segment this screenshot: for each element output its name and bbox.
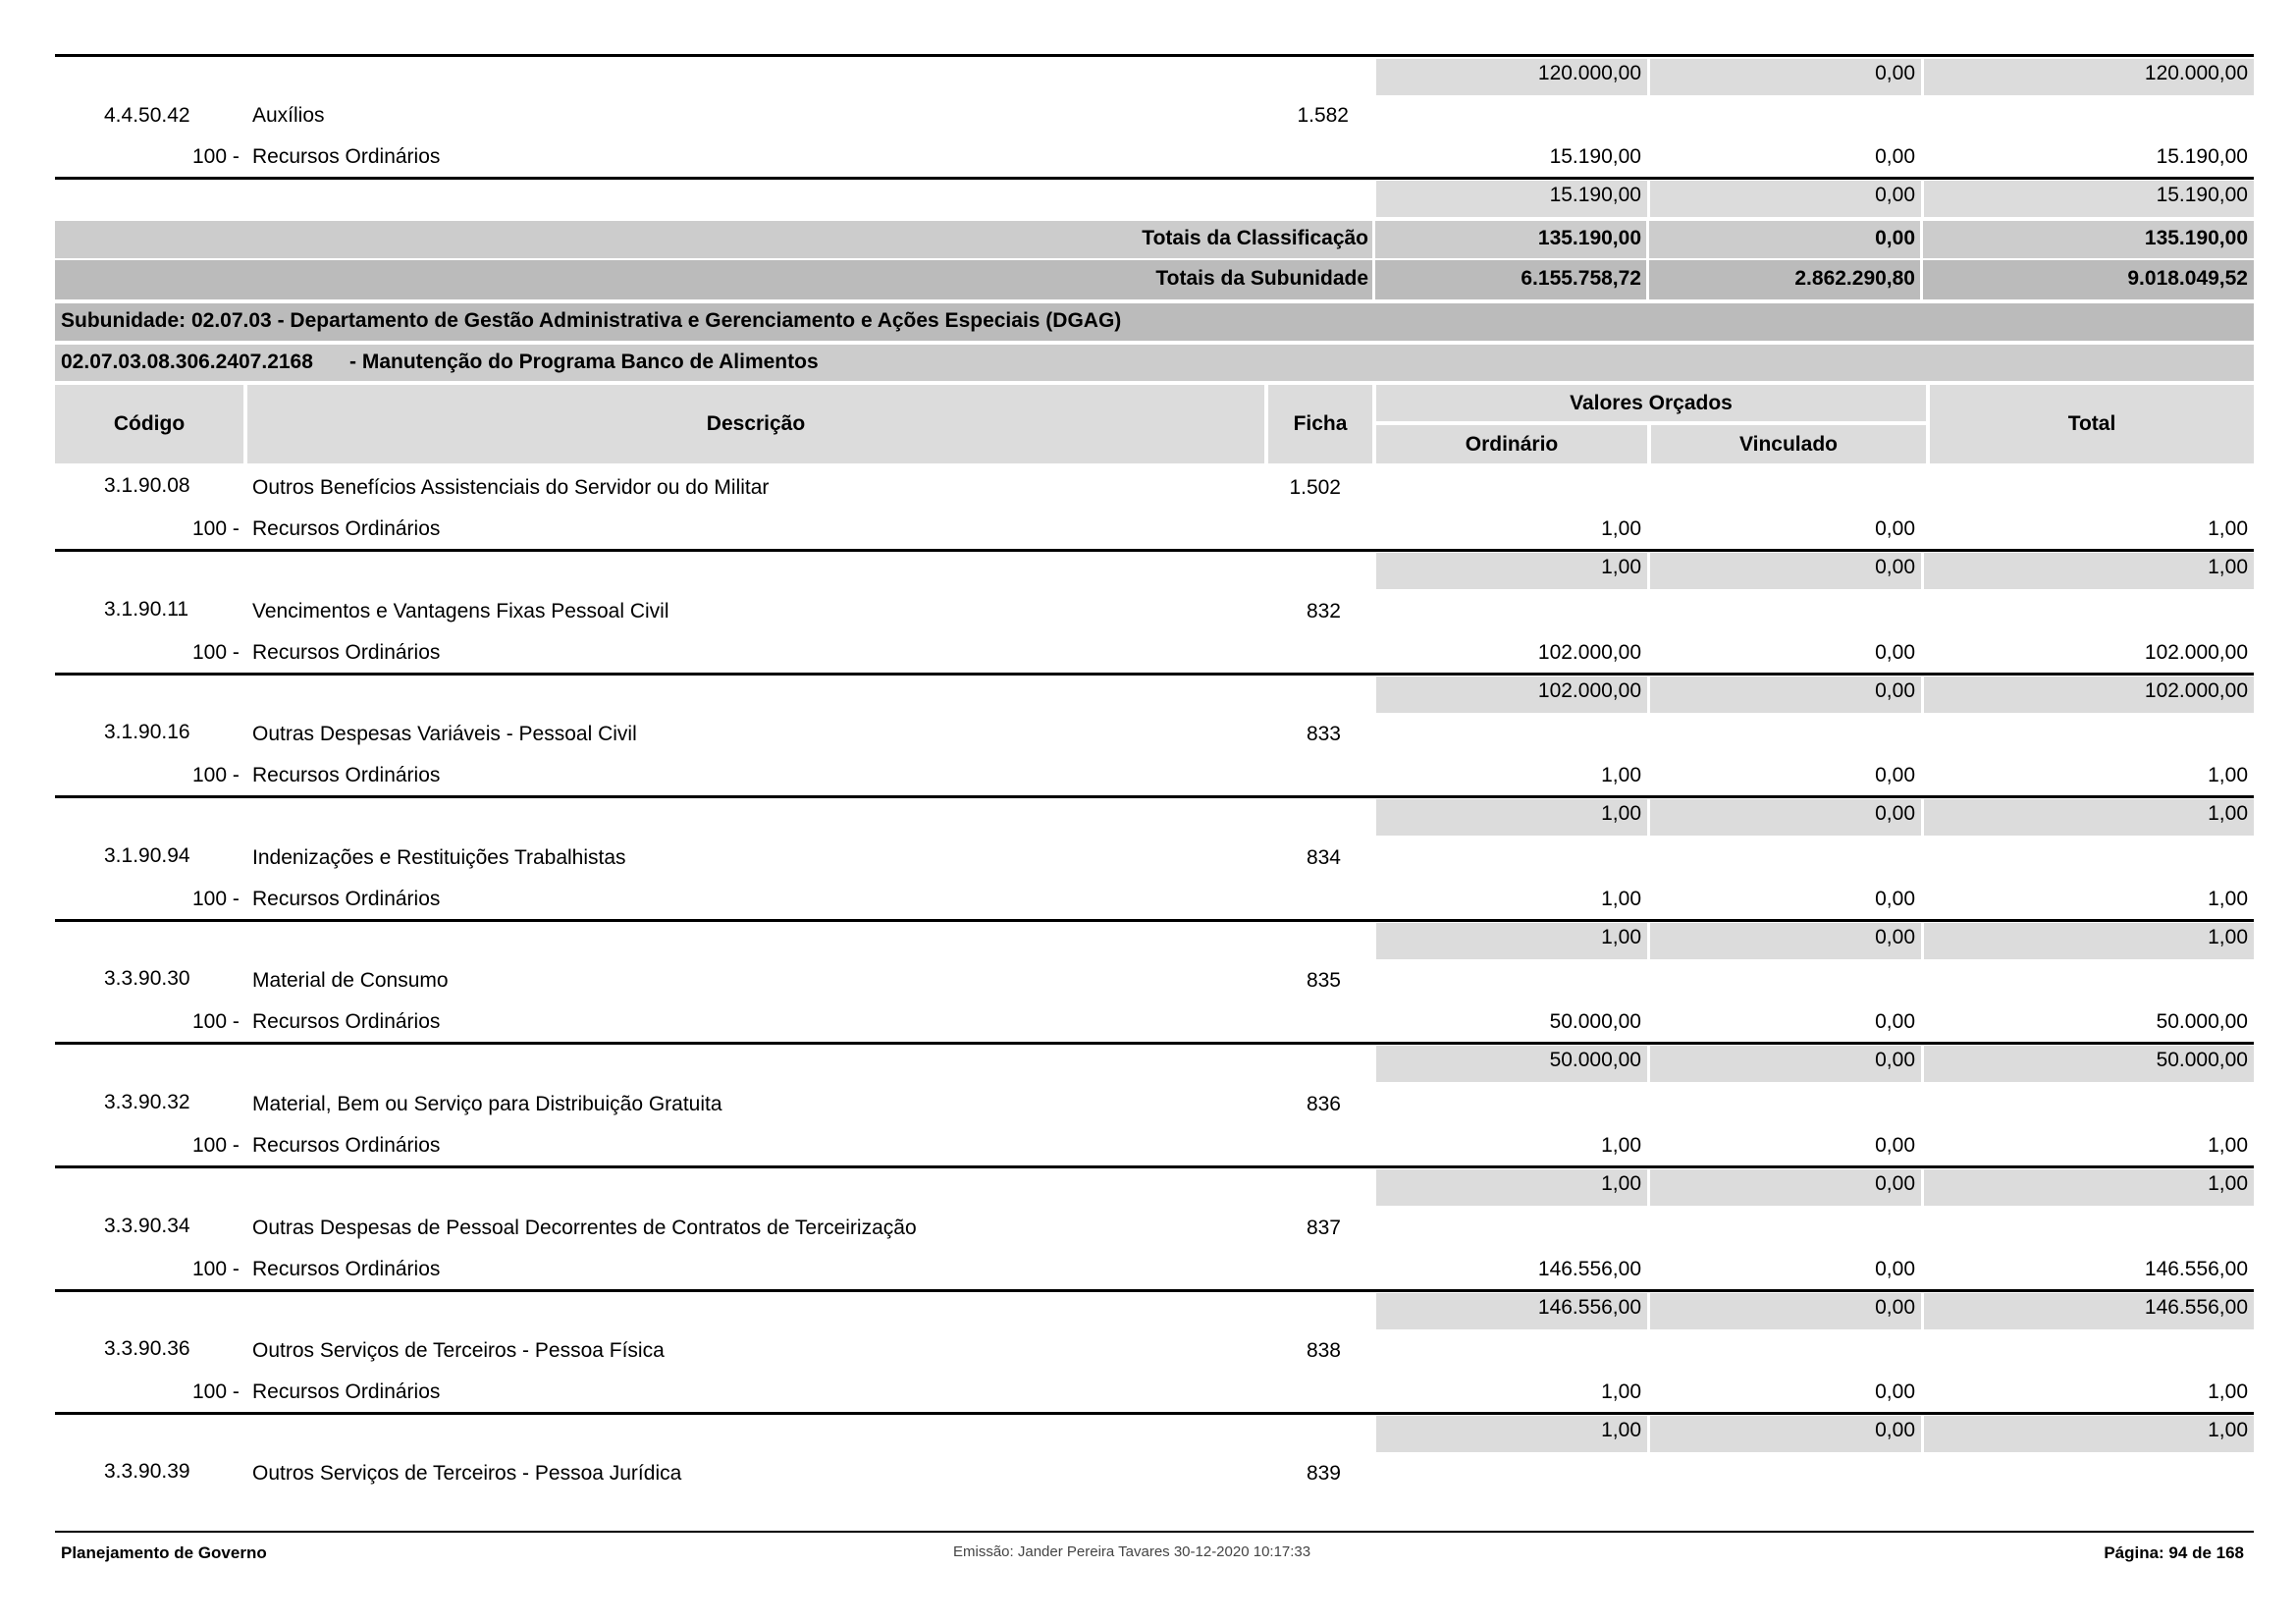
item-rule (55, 549, 2254, 552)
totais-classificacao-total: 135.190,00 (2144, 227, 2248, 249)
fonte-descricao: Recursos Ordinários (252, 640, 441, 664)
fonte-ordinario: 1,00 (1601, 1134, 1641, 1157)
item-ficha: 1.582 (1297, 104, 1349, 127)
fonte-ordinario: 146.556,00 (1537, 1257, 1641, 1280)
item-descricao: Material, Bem ou Serviço para Distribuição Gratuita (252, 1093, 722, 1115)
fonte-vinculado: 0,00 (1875, 517, 1915, 540)
fonte-ordinario: 15.190,00 (1549, 145, 1641, 168)
subtotal-ordinario: 1,00 (1601, 556, 1641, 578)
col-header-ficha: Ficha (1268, 385, 1372, 463)
fonte-descricao: Recursos Ordinários (252, 1134, 441, 1157)
item-ficha: 1.502 (1289, 476, 1341, 499)
last-item-ficha: 839 (1306, 1462, 1341, 1485)
item-rule (55, 1289, 2254, 1292)
item-rule (55, 919, 2254, 922)
item-ficha: 836 (1306, 1093, 1341, 1115)
subtotal-vinculado: 0,00 (1875, 1419, 1915, 1442)
item-ficha: 837 (1306, 1216, 1341, 1239)
item-rule (55, 673, 2254, 676)
fonte-codigo: 100 - (192, 1134, 240, 1157)
subtotal-vinculado: 0,00 (1875, 678, 1915, 702)
carry-total: 120.000,00 (2144, 62, 2248, 84)
item-ficha: 838 (1306, 1339, 1341, 1363)
col-header-vinculado: Vinculado (1651, 425, 1926, 463)
subtotal-ordinario: 50.000,00 (1549, 1049, 1641, 1072)
subtotal-total: 50.000,00 (2156, 1049, 2248, 1072)
subtotal-ordinario: 1,00 (1601, 925, 1641, 948)
fonte-codigo: 100 - (192, 764, 240, 787)
item-descricao: Auxílios (252, 104, 325, 127)
item-codigo: 3.1.90.16 (104, 721, 190, 744)
subtotal-ordinario: 1,00 (1601, 1419, 1641, 1442)
item-descricao: Vencimentos e Vantagens Fixas Pessoal Civil (252, 599, 669, 622)
subtotal-vinculado: 0,00 (1875, 925, 1915, 948)
totais-classificacao-label: Totais da Classificação (1142, 227, 1368, 249)
subtotal-vinculado: 0,00 (1875, 1172, 1915, 1195)
subtotal-ordinario: 1,00 (1601, 1172, 1641, 1195)
fonte-codigo: 100 - (192, 517, 240, 540)
item-descricao: Outros Serviços de Terceiros - Pessoa Física (252, 1339, 665, 1363)
item-descricao: Material de Consumo (252, 969, 449, 993)
subtotal-total: 146.556,00 (2144, 1295, 2248, 1319)
subtotal-total: 1,00 (2208, 556, 2248, 578)
item-codigo: 3.3.90.32 (104, 1091, 190, 1113)
col-header-total: Total (1930, 385, 2254, 463)
carry-ordinario: 120.000,00 (1537, 62, 1641, 84)
subtotal-total: 1,00 (2208, 925, 2248, 948)
subtotal-total: 1,00 (2208, 1419, 2248, 1442)
totais-subunidade-vinculado: 2.862.290,80 (1794, 267, 1915, 290)
subtotal-vinculado: 0,00 (1875, 802, 1915, 826)
programa-descricao: - Manutenção do Programa Banco de Alimentos (349, 351, 819, 373)
item-codigo: 3.3.90.36 (104, 1337, 190, 1361)
item-descricao: Outras Despesas de Pessoal Decorrentes de Contratos de Terceirização (252, 1216, 917, 1239)
item-descricao: Indenizações e Restituições Trabalhistas (252, 845, 626, 869)
footer-emissao: Emissão: Jander Pereira Tavares 30-12-2020 10:17:33 (953, 1543, 1311, 1560)
col-header-codigo: Código (55, 385, 243, 463)
fonte-descricao: Recursos Ordinários (252, 1380, 441, 1404)
fonte-total: 1,00 (2208, 887, 2248, 910)
subtotal-ordinario: 146.556,00 (1537, 1295, 1641, 1319)
fonte-descricao: Recursos Ordinários (252, 764, 441, 787)
fonte-total: 1,00 (2208, 764, 2248, 787)
subtotal-ordinario: 15.190,00 (1549, 184, 1641, 206)
fonte-ordinario: 1,00 (1601, 887, 1641, 910)
fonte-codigo: 100 - (192, 1257, 240, 1280)
item-rule (55, 1165, 2254, 1168)
subtotal-total: 1,00 (2208, 1172, 2248, 1195)
subunidade-label: Subunidade: 02.07.03 - Departamento de Gestão Administrativa e Gerenciamento e Ações Especiais (DGAG) (61, 309, 1122, 332)
item-codigo: 3.1.90.11 (104, 597, 189, 621)
item-ficha: 832 (1306, 599, 1341, 622)
fonte-vinculado: 0,00 (1875, 1010, 1915, 1034)
subtotal-vinculado: 0,00 (1875, 1295, 1915, 1319)
carry-vinculado: 0,00 (1875, 62, 1915, 84)
col-header-valores-orcados: Valores Orçados (1376, 385, 1926, 421)
item-descricao: Outros Benefícios Assistenciais do Servidor ou do Militar (252, 476, 770, 499)
fonte-vinculado: 0,00 (1875, 1134, 1915, 1157)
item-ficha: 833 (1306, 723, 1341, 746)
item-rule (55, 795, 2254, 798)
footer-page-number: Página: 94 de 168 (2104, 1543, 2244, 1562)
last-item-codigo: 3.3.90.39 (104, 1460, 190, 1483)
fonte-vinculado: 0,00 (1875, 764, 1915, 787)
fonte-descricao: Recursos Ordinários (252, 1257, 441, 1280)
item-ficha: 834 (1306, 845, 1341, 869)
fonte-vinculado: 0,00 (1875, 640, 1915, 664)
fonte-ordinario: 102.000,00 (1537, 640, 1641, 664)
subtotal-total: 1,00 (2208, 802, 2248, 826)
fonte-total: 102.000,00 (2144, 640, 2248, 664)
footer-left: Planejamento de Governo (61, 1543, 267, 1562)
item-rule (55, 1412, 2254, 1415)
fonte-ordinario: 50.000,00 (1549, 1010, 1641, 1034)
fonte-codigo: 100 - (192, 1010, 240, 1034)
subtotal-vinculado: 0,00 (1875, 1049, 1915, 1072)
fonte-vinculado: 0,00 (1875, 1257, 1915, 1280)
fonte-total: 146.556,00 (2144, 1257, 2248, 1280)
fonte-codigo: 100 - (192, 640, 240, 664)
totais-subunidade-ordinario: 6.155.758,72 (1521, 267, 1641, 290)
item-rule (55, 177, 2254, 180)
fonte-ordinario: 1,00 (1601, 1380, 1641, 1404)
col-header-ordinario: Ordinário (1376, 425, 1647, 463)
totais-classificacao-vinculado: 0,00 (1875, 227, 1915, 249)
fonte-total: 1,00 (2208, 1380, 2248, 1404)
item-ficha: 835 (1306, 969, 1341, 993)
subtotal-vinculado: 0,00 (1875, 556, 1915, 578)
item-codigo: 3.3.90.34 (104, 1214, 190, 1237)
item-codigo: 4.4.50.42 (104, 104, 190, 127)
totais-classificacao-ordinario: 135.190,00 (1537, 227, 1641, 249)
fonte-codigo: 100 - (192, 887, 240, 910)
fonte-descricao: Recursos Ordinários (252, 145, 441, 168)
fonte-descricao: Recursos Ordinários (252, 1010, 441, 1034)
fonte-total: 15.190,00 (2156, 145, 2248, 168)
totais-subunidade-total: 9.018.049,52 (2127, 267, 2248, 290)
footer-rule (55, 1531, 2254, 1533)
fonte-total: 1,00 (2208, 1134, 2248, 1157)
item-codigo: 3.1.90.94 (104, 843, 190, 867)
fonte-ordinario: 1,00 (1601, 517, 1641, 540)
item-codigo: 3.3.90.30 (104, 967, 190, 991)
fonte-vinculado: 0,00 (1875, 1380, 1915, 1404)
subtotal-ordinario: 1,00 (1601, 802, 1641, 826)
item-rule (55, 1042, 2254, 1045)
fonte-descricao: Recursos Ordinários (252, 887, 441, 910)
item-codigo: 3.1.90.08 (104, 474, 190, 497)
fonte-codigo: 100 - (192, 1380, 240, 1404)
fonte-vinculado: 0,00 (1875, 145, 1915, 168)
fonte-ordinario: 1,00 (1601, 764, 1641, 787)
fonte-total: 1,00 (2208, 517, 2248, 540)
section-rule (55, 54, 2254, 57)
fonte-codigo: 100 - (192, 145, 240, 168)
subtotal-total: 15.190,00 (2156, 184, 2248, 206)
last-item-descricao: Outros Serviços de Terceiros - Pessoa Jurídica (252, 1462, 682, 1485)
col-header-descricao: Descrição (247, 385, 1264, 463)
subtotal-vinculado: 0,00 (1875, 184, 1915, 206)
programa-codigo: 02.07.03.08.306.2407.2168 (61, 351, 313, 373)
item-descricao: Outras Despesas Variáveis - Pessoal Civil (252, 723, 637, 746)
subtotal-total: 102.000,00 (2144, 678, 2248, 702)
fonte-descricao: Recursos Ordinários (252, 517, 441, 540)
totais-subunidade-label: Totais da Subunidade (1155, 267, 1368, 290)
fonte-vinculado: 0,00 (1875, 887, 1915, 910)
fonte-total: 50.000,00 (2156, 1010, 2248, 1034)
subtotal-ordinario: 102.000,00 (1537, 678, 1641, 702)
